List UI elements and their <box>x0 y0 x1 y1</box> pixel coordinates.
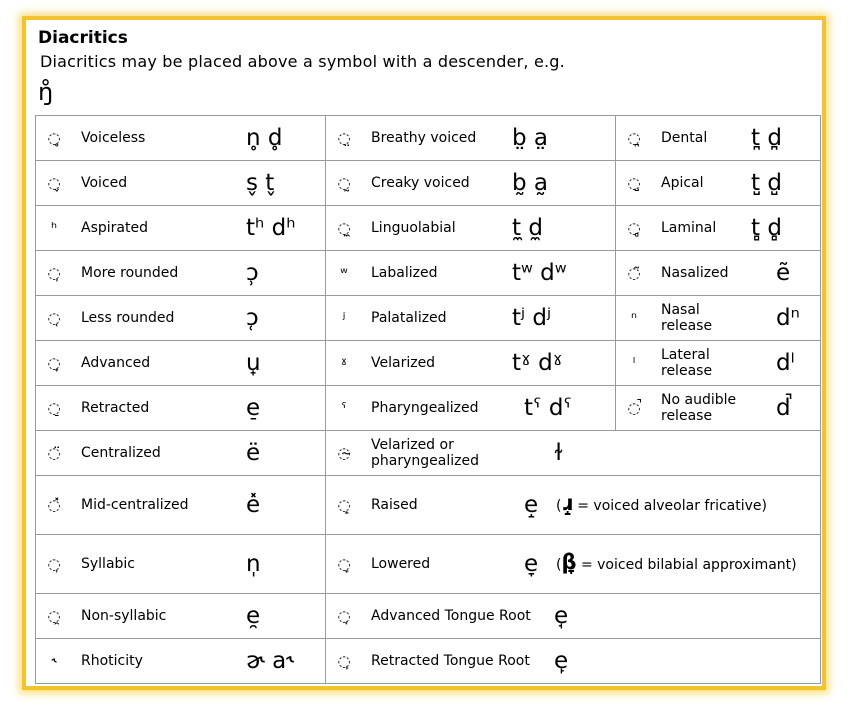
diacritic-label: Aspirated <box>81 220 148 236</box>
diacritic-symbol: ◌̠ <box>47 399 61 417</box>
diacritic-symbol: ◌̙ <box>337 652 351 670</box>
diacritic-advanced <box>36 341 325 385</box>
diacritic-example: e̞ <box>524 551 539 577</box>
diacritic-nasalized <box>616 251 820 295</box>
diacritic-symbol: ʰ <box>50 219 58 237</box>
descender-example: ŋ̊ <box>38 78 54 106</box>
diacritic-syllabic <box>36 535 325 593</box>
diacritic-aspirated <box>36 206 325 250</box>
diacritic-centralized <box>36 431 325 475</box>
diacritic-symbol: ◌̜ <box>47 309 61 327</box>
diacritic-symbol: ˞ <box>51 652 57 670</box>
diacritic-symbol: ◌̼ <box>337 219 351 237</box>
diacritic-example: dˡ <box>776 350 795 376</box>
diacritic-label: Centralized <box>81 445 161 461</box>
diacritic-example: tʷ dʷ <box>512 260 567 286</box>
diacritic-example: t̼ d̼ <box>512 215 543 241</box>
diacritic-voiceless <box>36 116 325 160</box>
diacritic-symbol: ◌̽ <box>47 496 61 514</box>
diacritic-mid-centralized <box>36 476 325 534</box>
diacritic-no-audible-release <box>616 386 820 430</box>
diacritic-linguolabial <box>326 206 615 250</box>
diacritic-lateral-release <box>616 341 820 385</box>
diacritic-label: Laminal <box>661 220 717 236</box>
diacritic-example: n̩ <box>246 551 261 577</box>
diacritic-example: e̠ <box>246 395 261 421</box>
diacritic-symbol: ˤ <box>341 399 347 417</box>
raised-note: (ɹ̝ = voiced alveolar fricative) <box>556 491 767 515</box>
table-row <box>36 386 821 431</box>
diacritic-label: Voiced <box>81 175 128 191</box>
diacritic-velarized-or-pharyngealized <box>326 431 820 475</box>
diacritic-apical <box>616 161 820 205</box>
diacritic-rhoticity <box>36 639 325 683</box>
diacritic-symbol: ◌̯ <box>47 607 61 625</box>
diacritic-label: Lowered <box>371 556 431 572</box>
diacritic-example: e̘ <box>554 603 569 629</box>
diacritic-example: e̝ <box>524 492 539 518</box>
diacritic-symbol: ⁿ <box>631 309 637 327</box>
diacritic-nasal-release <box>616 296 820 340</box>
diacritic-example: t̻ d̻ <box>751 215 782 241</box>
table-row <box>36 161 821 206</box>
diacritic-example: tˠ dˠ <box>512 350 563 376</box>
diacritic-label: No audible release <box>661 392 737 424</box>
diacritic-label: Rhoticity <box>81 653 143 669</box>
diacritic-symbol: ◌̚ <box>627 399 641 417</box>
diacritic-label: Less rounded <box>81 310 175 326</box>
page-title: Diacritics <box>38 28 128 48</box>
diacritic-advanced-tongue-root <box>326 594 820 638</box>
diacritic-less-rounded <box>36 296 325 340</box>
diacritic-example: t̪ d̪ <box>751 125 782 151</box>
diacritic-symbol: ◌̰ <box>337 174 351 192</box>
diacritic-label: Advanced <box>81 355 151 371</box>
diacritic-label: Non-syllabic <box>81 608 167 624</box>
diacritic-symbol: ◌̩ <box>47 555 61 573</box>
diacritic-symbol: ◌̘ <box>337 607 351 625</box>
diacritic-lowered <box>326 535 820 593</box>
diacritic-symbol: ◌̹ <box>47 264 61 282</box>
diacritic-example: b̤ a̤ <box>512 125 549 151</box>
diacritic-symbol: ˠ <box>340 354 348 372</box>
diacritic-symbol: ◌̞ <box>337 555 351 573</box>
table-row <box>36 535 821 594</box>
diacritic-label: Advanced Tongue Root <box>371 608 531 624</box>
diacritic-symbol: ◌̃ <box>627 264 641 282</box>
diacritic-label: Creaky voiced <box>371 175 470 191</box>
diacritic-symbol: ◌̬ <box>47 174 61 192</box>
diacritic-label: Voiceless <box>81 130 146 146</box>
diacritic-label: Breathy voiced <box>371 130 477 146</box>
diacritic-labialized <box>326 251 615 295</box>
diacritic-example: n̥ d̥ <box>246 125 283 151</box>
table-row <box>36 341 821 386</box>
table-row <box>36 206 821 251</box>
diacritic-example: e̯ <box>246 603 261 629</box>
diacritic-example: e̽ <box>246 492 261 518</box>
diacritic-label: Velarized or pharyngealized <box>371 437 479 469</box>
diacritic-symbol: ˡ <box>632 354 636 372</box>
diacritic-example: t̺ d̺ <box>751 170 782 196</box>
diacritic-palatalized <box>326 296 615 340</box>
diacritic-example: tʰ dʰ <box>246 215 296 241</box>
diacritic-symbol: ʲ <box>342 309 346 327</box>
table-row <box>36 431 821 476</box>
diacritic-label: Palatalized <box>371 310 447 326</box>
diacritic-label: More rounded <box>81 265 179 281</box>
diacritic-label: Retracted Tongue Root <box>371 653 530 669</box>
diacritic-example: ẽ <box>776 260 791 286</box>
diacritic-symbol: ◌̈ <box>47 444 61 462</box>
table-row <box>36 116 821 161</box>
diacritic-label: Pharyngealized <box>371 400 479 416</box>
diacritic-creaky-voiced <box>326 161 615 205</box>
diacritic-dental <box>616 116 820 160</box>
diacritic-example: u̟ <box>246 350 261 376</box>
diacritic-raised <box>326 476 820 534</box>
diacritic-label: Nasal release <box>661 302 713 334</box>
diacritic-symbol: ◌̴ <box>337 444 351 462</box>
diacritic-retracted <box>36 386 325 430</box>
diacritic-more-rounded <box>36 251 325 295</box>
diacritic-label: Dental <box>661 130 708 146</box>
diacritic-label: Nasalized <box>661 265 729 281</box>
diacritic-label: Syllabic <box>81 556 136 572</box>
diacritic-example: d̚ <box>776 395 791 421</box>
diacritic-symbol: ◌̝ <box>337 496 351 514</box>
diacritic-label: Lateral release <box>661 347 713 379</box>
table-row <box>36 476 821 535</box>
diacritic-symbol: ◌̟ <box>47 354 61 372</box>
diacritic-non-syllabic <box>36 594 325 638</box>
lowered-note: (β̞ = voiced bilabial approximant) <box>556 550 797 574</box>
diacritic-example: tʲ dʲ <box>512 305 551 331</box>
diacritic-label: Mid-centralized <box>81 497 189 513</box>
diacritic-breathy-voiced <box>326 116 615 160</box>
diacritic-example: dⁿ <box>776 305 800 331</box>
diacritic-voiced <box>36 161 325 205</box>
diacritic-example: ɚ a˞ <box>246 648 294 674</box>
diacritic-symbol: ◌̺ <box>627 174 641 192</box>
diacritic-symbol: ◌̪ <box>627 129 641 147</box>
diacritic-label: Labalized <box>371 265 438 281</box>
diacritic-symbol: ◌̤ <box>337 129 351 147</box>
diacritic-example: ɫ <box>554 440 564 466</box>
diacritic-pharyngealized <box>326 386 615 430</box>
table-row <box>36 251 821 296</box>
diacritic-label: Retracted <box>81 400 150 416</box>
diacritic-label: Linguolabial <box>371 220 456 236</box>
table-row <box>36 296 821 341</box>
diacritic-label: Raised <box>371 497 418 513</box>
diacritic-example: ɔ̜ <box>246 305 259 331</box>
diacritic-laminal <box>616 206 820 250</box>
diacritic-label: Velarized <box>371 355 436 371</box>
page-subtitle: Diacritics may be placed above a symbol with a descender, e.g. <box>40 52 565 71</box>
diacritic-symbol: ◌̥ <box>47 129 61 147</box>
diacritic-symbol: ◌̻ <box>627 219 641 237</box>
diacritic-velarized <box>326 341 615 385</box>
diacritic-example: e̙ <box>554 648 569 674</box>
diacritic-label: Apical <box>661 175 704 191</box>
diacritic-example: s̬ t̬ <box>246 170 275 196</box>
table-row <box>36 639 821 684</box>
diacritic-example: ɔ̹ <box>246 260 259 286</box>
table-row <box>36 594 821 639</box>
diacritics-table <box>35 115 821 684</box>
diacritic-example: tˤ dˤ <box>524 395 572 421</box>
diacritic-retracted-tongue-root <box>326 639 820 683</box>
diacritic-example: b̰ a̰ <box>512 170 549 196</box>
diacritic-example: ë <box>246 440 261 466</box>
diacritics-panel <box>22 16 826 690</box>
diacritic-symbol: ʷ <box>340 264 348 282</box>
